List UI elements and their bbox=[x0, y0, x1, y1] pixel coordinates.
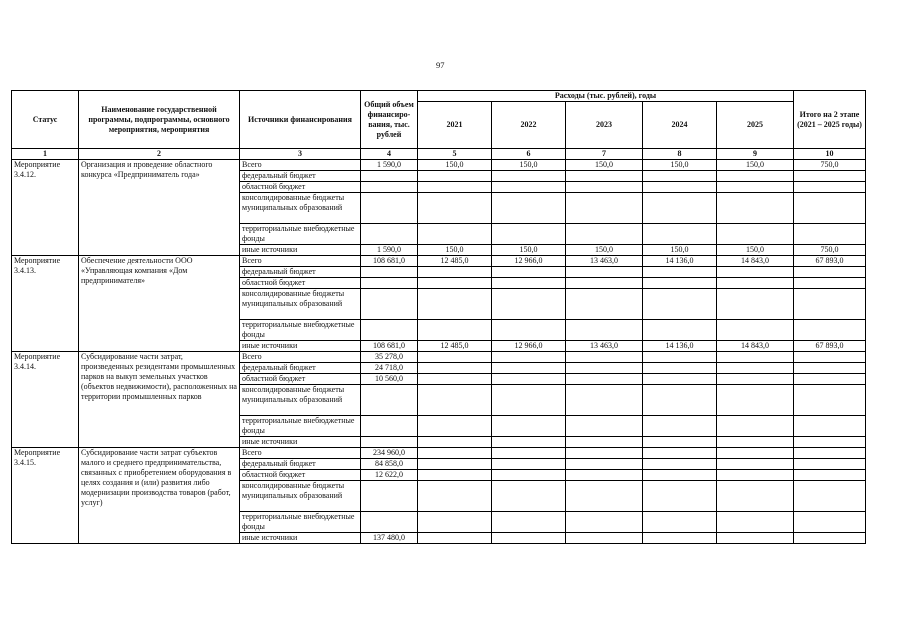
header-sources: Источники финансирования bbox=[240, 91, 361, 149]
year-value-cell bbox=[643, 289, 717, 320]
itogo-cell bbox=[794, 459, 866, 470]
itogo-cell bbox=[794, 533, 866, 544]
year-value-cell bbox=[492, 278, 566, 289]
header-name: Наименование государственной программы, подпрограммы, основного мероприятия, мероприятия bbox=[79, 91, 240, 149]
itogo-cell bbox=[794, 267, 866, 278]
year-value-cell bbox=[492, 533, 566, 544]
itogo-cell bbox=[794, 374, 866, 385]
year-value-cell bbox=[566, 171, 643, 182]
measure-name: Обеспечение деятельности ООО «Управляющая компания «Дом предпринимателя» bbox=[79, 256, 240, 352]
total-volume-cell: 24 718,0 bbox=[361, 363, 418, 374]
year-value-cell bbox=[418, 437, 492, 448]
total-volume-cell: 108 681,0 bbox=[361, 256, 418, 267]
year-value-cell: 12 966,0 bbox=[492, 341, 566, 352]
year-value-cell bbox=[418, 278, 492, 289]
year-value-cell bbox=[643, 512, 717, 533]
total-volume-cell: 35 278,0 bbox=[361, 352, 418, 363]
year-value-cell bbox=[418, 374, 492, 385]
year-value-cell: 14 843,0 bbox=[717, 256, 794, 267]
year-value-cell bbox=[492, 385, 566, 416]
year-value-cell bbox=[492, 437, 566, 448]
year-value-cell bbox=[418, 459, 492, 470]
year-value-cell bbox=[418, 182, 492, 193]
year-value-cell bbox=[643, 352, 717, 363]
year-value-cell: 150,0 bbox=[418, 160, 492, 171]
year-value-cell bbox=[418, 352, 492, 363]
year-value-cell bbox=[566, 182, 643, 193]
year-value-cell bbox=[418, 171, 492, 182]
total-volume-cell: 137 480,0 bbox=[361, 533, 418, 544]
year-value-cell: 12 485,0 bbox=[418, 341, 492, 352]
itogo-cell bbox=[794, 320, 866, 341]
column-number: 3 bbox=[240, 149, 361, 160]
financing-source: иные источники bbox=[240, 245, 361, 256]
total-volume-cell: 12 622,0 bbox=[361, 470, 418, 481]
year-value-cell bbox=[566, 437, 643, 448]
financing-source: областной бюджет bbox=[240, 374, 361, 385]
financing-source: территориальные внебюджетные фонды bbox=[240, 416, 361, 437]
year-value-cell bbox=[643, 320, 717, 341]
year-value-cell bbox=[492, 416, 566, 437]
total-volume-cell: 108 681,0 bbox=[361, 341, 418, 352]
year-value-cell bbox=[492, 470, 566, 481]
year-value-cell bbox=[566, 320, 643, 341]
year-value-cell bbox=[418, 224, 492, 245]
year-value-cell bbox=[492, 224, 566, 245]
year-value-cell bbox=[418, 416, 492, 437]
itogo-cell bbox=[794, 385, 866, 416]
itogo-cell: 67 893,0 bbox=[794, 256, 866, 267]
year-value-cell bbox=[643, 481, 717, 512]
year-value-cell bbox=[717, 374, 794, 385]
financing-source: федеральный бюджет bbox=[240, 363, 361, 374]
column-number: 10 bbox=[794, 149, 866, 160]
year-value-cell bbox=[643, 416, 717, 437]
year-value-cell: 12 966,0 bbox=[492, 256, 566, 267]
total-volume-cell bbox=[361, 289, 418, 320]
year-value-cell bbox=[492, 320, 566, 341]
financing-source: консолидированные бюджеты муниципальных образований bbox=[240, 385, 361, 416]
column-number-row bbox=[12, 149, 866, 160]
year-value-cell bbox=[717, 448, 794, 459]
itogo-cell bbox=[794, 481, 866, 512]
financing-source: консолидированные бюджеты муниципальных образований bbox=[240, 481, 361, 512]
financing-source: иные источники bbox=[240, 437, 361, 448]
itogo-cell bbox=[794, 448, 866, 459]
financing-source: консолидированные бюджеты муниципальных образований bbox=[240, 193, 361, 224]
year-value-cell bbox=[492, 352, 566, 363]
year-value-cell bbox=[643, 171, 717, 182]
itogo-cell bbox=[794, 224, 866, 245]
total-volume-cell bbox=[361, 481, 418, 512]
measure-status: Мероприятие 3.4.12. bbox=[12, 160, 79, 256]
year-value-cell bbox=[418, 385, 492, 416]
total-volume-cell: 1 590,0 bbox=[361, 160, 418, 171]
year-value-cell: 13 463,0 bbox=[566, 256, 643, 267]
year-value-cell bbox=[643, 533, 717, 544]
itogo-cell: 750,0 bbox=[794, 245, 866, 256]
table-row bbox=[12, 448, 866, 459]
total-volume-cell bbox=[361, 512, 418, 533]
column-number: 8 bbox=[643, 149, 717, 160]
financing-source: Всего bbox=[240, 352, 361, 363]
header-expenses: Расходы (тыс. рублей), годы bbox=[418, 91, 794, 102]
year-value-cell: 150,0 bbox=[418, 245, 492, 256]
year-value-cell bbox=[643, 374, 717, 385]
financing-source: иные источники bbox=[240, 341, 361, 352]
financing-source: федеральный бюджет bbox=[240, 459, 361, 470]
year-value-cell: 150,0 bbox=[492, 160, 566, 171]
year-value-cell: 14 136,0 bbox=[643, 256, 717, 267]
itogo-cell bbox=[794, 512, 866, 533]
itogo-cell bbox=[794, 363, 866, 374]
year-value-cell bbox=[566, 470, 643, 481]
financing-source: территориальные внебюджетные фонды bbox=[240, 512, 361, 533]
year-value-cell bbox=[418, 363, 492, 374]
total-volume-cell bbox=[361, 267, 418, 278]
year-value-cell: 14 843,0 bbox=[717, 341, 794, 352]
year-value-cell bbox=[492, 481, 566, 512]
table-row bbox=[12, 352, 866, 363]
year-value-cell bbox=[566, 533, 643, 544]
itogo-cell bbox=[794, 289, 866, 320]
year-value-cell bbox=[418, 470, 492, 481]
financing-source: территориальные внебюджетные фонды bbox=[240, 320, 361, 341]
year-value-cell bbox=[418, 448, 492, 459]
column-number: 1 bbox=[12, 149, 79, 160]
year-value-cell bbox=[717, 481, 794, 512]
itogo-cell: 750,0 bbox=[794, 160, 866, 171]
year-value-cell: 150,0 bbox=[566, 245, 643, 256]
year-value-cell bbox=[566, 448, 643, 459]
year-value-cell bbox=[717, 385, 794, 416]
year-value-cell bbox=[717, 193, 794, 224]
year-value-cell bbox=[566, 374, 643, 385]
itogo-cell bbox=[794, 278, 866, 289]
year-value-cell bbox=[643, 278, 717, 289]
financing-source: иные источники bbox=[240, 533, 361, 544]
total-volume-cell: 84 858,0 bbox=[361, 459, 418, 470]
total-volume-cell bbox=[361, 171, 418, 182]
year-value-cell: 14 136,0 bbox=[643, 341, 717, 352]
table-body bbox=[12, 160, 866, 544]
year-value-cell bbox=[492, 182, 566, 193]
table-row bbox=[12, 160, 866, 171]
header-year: 2023 bbox=[566, 102, 643, 149]
year-value-cell bbox=[643, 448, 717, 459]
year-value-cell bbox=[492, 289, 566, 320]
total-volume-cell bbox=[361, 182, 418, 193]
itogo-cell bbox=[794, 470, 866, 481]
total-volume-cell: 1 590,0 bbox=[361, 245, 418, 256]
page-number: 97 bbox=[436, 60, 445, 70]
year-value-cell bbox=[566, 459, 643, 470]
column-number: 4 bbox=[361, 149, 418, 160]
itogo-cell bbox=[794, 416, 866, 437]
year-value-cell bbox=[643, 459, 717, 470]
header-year: 2025 bbox=[717, 102, 794, 149]
year-value-cell bbox=[418, 481, 492, 512]
year-value-cell bbox=[566, 481, 643, 512]
year-value-cell bbox=[643, 267, 717, 278]
header-year: 2021 bbox=[418, 102, 492, 149]
year-value-cell: 150,0 bbox=[643, 160, 717, 171]
year-value-cell bbox=[418, 193, 492, 224]
total-volume-cell bbox=[361, 278, 418, 289]
year-value-cell bbox=[566, 385, 643, 416]
year-value-cell bbox=[643, 193, 717, 224]
year-value-cell bbox=[717, 437, 794, 448]
year-value-cell bbox=[566, 363, 643, 374]
year-value-cell bbox=[566, 224, 643, 245]
year-value-cell bbox=[492, 267, 566, 278]
year-value-cell bbox=[418, 320, 492, 341]
column-number: 6 bbox=[492, 149, 566, 160]
financing-source: Всего bbox=[240, 256, 361, 267]
measure-status: Мероприятие 3.4.13. bbox=[12, 256, 79, 352]
year-value-cell bbox=[717, 363, 794, 374]
itogo-cell bbox=[794, 193, 866, 224]
measure-status: Мероприятие 3.4.14. bbox=[12, 352, 79, 448]
year-value-cell bbox=[566, 352, 643, 363]
financing-source: областной бюджет bbox=[240, 278, 361, 289]
itogo-cell bbox=[794, 171, 866, 182]
year-value-cell bbox=[492, 448, 566, 459]
year-value-cell bbox=[717, 320, 794, 341]
year-value-cell bbox=[643, 182, 717, 193]
financing-source: федеральный бюджет bbox=[240, 171, 361, 182]
total-volume-cell bbox=[361, 385, 418, 416]
total-volume-cell: 10 560,0 bbox=[361, 374, 418, 385]
year-value-cell bbox=[418, 289, 492, 320]
year-value-cell: 150,0 bbox=[717, 245, 794, 256]
table-row bbox=[12, 256, 866, 267]
year-value-cell bbox=[492, 193, 566, 224]
measure-name: Субсидирование части затрат, произведенных резидентами промышленных парков на выкуп земельных участков (объектов недвижимости), расположенных на территории промышленных парков bbox=[79, 352, 240, 448]
column-number: 7 bbox=[566, 149, 643, 160]
year-value-cell bbox=[492, 363, 566, 374]
header-total-volume: Общий объем финансиро-вания, тыс. рублей bbox=[361, 91, 418, 149]
year-value-cell bbox=[643, 437, 717, 448]
total-volume-cell bbox=[361, 224, 418, 245]
year-value-cell bbox=[717, 533, 794, 544]
financing-source: территориальные внебюджетные фонды bbox=[240, 224, 361, 245]
year-value-cell bbox=[643, 385, 717, 416]
itogo-cell bbox=[794, 352, 866, 363]
year-value-cell bbox=[643, 470, 717, 481]
year-value-cell bbox=[566, 289, 643, 320]
financing-source: федеральный бюджет bbox=[240, 267, 361, 278]
total-volume-cell bbox=[361, 416, 418, 437]
total-volume-cell: 234 960,0 bbox=[361, 448, 418, 459]
header-year: 2022 bbox=[492, 102, 566, 149]
year-value-cell: 12 485,0 bbox=[418, 256, 492, 267]
year-value-cell bbox=[492, 512, 566, 533]
financing-source: областной бюджет bbox=[240, 470, 361, 481]
year-value-cell bbox=[717, 289, 794, 320]
year-value-cell: 13 463,0 bbox=[566, 341, 643, 352]
financing-table bbox=[11, 90, 866, 544]
column-number: 9 bbox=[717, 149, 794, 160]
financing-source: консолидированные бюджеты муниципальных образований bbox=[240, 289, 361, 320]
year-value-cell bbox=[418, 533, 492, 544]
total-volume-cell bbox=[361, 320, 418, 341]
financing-source: Всего bbox=[240, 160, 361, 171]
year-value-cell: 150,0 bbox=[566, 160, 643, 171]
year-value-cell bbox=[717, 278, 794, 289]
year-value-cell bbox=[566, 416, 643, 437]
year-value-cell bbox=[643, 363, 717, 374]
total-volume-cell bbox=[361, 437, 418, 448]
itogo-cell: 67 893,0 bbox=[794, 341, 866, 352]
year-value-cell bbox=[717, 182, 794, 193]
year-value-cell: 150,0 bbox=[492, 245, 566, 256]
header-itogo: Итого на 2 этапе (2021 – 2025 годы) bbox=[794, 91, 866, 149]
year-value-cell bbox=[492, 374, 566, 385]
year-value-cell bbox=[717, 171, 794, 182]
year-value-cell: 150,0 bbox=[717, 160, 794, 171]
header-status: Статус bbox=[12, 91, 79, 149]
year-value-cell bbox=[717, 459, 794, 470]
year-value-cell bbox=[418, 267, 492, 278]
year-value-cell bbox=[492, 459, 566, 470]
column-number: 2 bbox=[79, 149, 240, 160]
year-value-cell bbox=[566, 267, 643, 278]
year-value-cell bbox=[492, 171, 566, 182]
total-volume-cell bbox=[361, 193, 418, 224]
year-value-cell bbox=[717, 470, 794, 481]
column-number: 5 bbox=[418, 149, 492, 160]
measure-status: Мероприятие 3.4.15. bbox=[12, 448, 79, 544]
header-year: 2024 bbox=[643, 102, 717, 149]
itogo-cell bbox=[794, 437, 866, 448]
year-value-cell: 150,0 bbox=[643, 245, 717, 256]
year-value-cell bbox=[717, 512, 794, 533]
itogo-cell bbox=[794, 182, 866, 193]
year-value-cell bbox=[643, 224, 717, 245]
year-value-cell bbox=[717, 224, 794, 245]
year-value-cell bbox=[566, 512, 643, 533]
measure-name: Организация и проведение областного конкурса «Предприниматель года» bbox=[79, 160, 240, 256]
year-value-cell bbox=[717, 416, 794, 437]
year-value-cell bbox=[566, 193, 643, 224]
year-value-cell bbox=[717, 267, 794, 278]
financing-source: областной бюджет bbox=[240, 182, 361, 193]
year-value-cell bbox=[717, 352, 794, 363]
year-value-cell bbox=[418, 512, 492, 533]
financing-source: Всего bbox=[240, 448, 361, 459]
year-value-cell bbox=[566, 278, 643, 289]
measure-name: Субсидирование части затрат субъектов малого и среднего предпринимательства, связанных с приобретением оборудования в целях создания и (или) развития либо модернизации производства товаров (работ, услуг) bbox=[79, 448, 240, 544]
